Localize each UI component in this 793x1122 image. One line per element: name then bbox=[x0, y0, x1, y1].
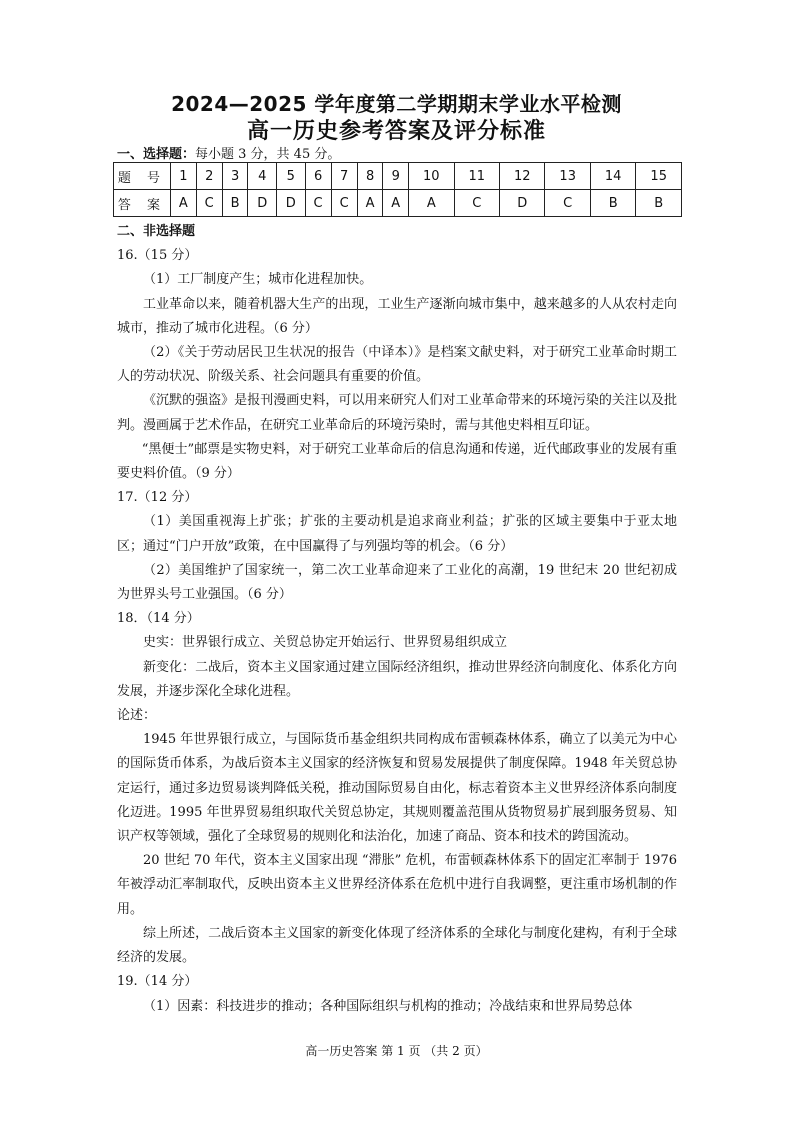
answer-paragraph: （1）美国重视海上扩张；扩张的主要动机是追求商业利益；扩张的区域主要集中于亚太地区；通过“门户开放”政策，在中国赢得了与列强均等的机会。（6 分） bbox=[117, 514, 677, 554]
answer-paragraph: （1）工厂制度产生；城市化进程加快。 bbox=[143, 272, 373, 288]
answer-letter: D bbox=[277, 190, 306, 217]
section-choice-heading bbox=[117, 143, 340, 162]
answer-table bbox=[113, 162, 682, 217]
answer-letter: A bbox=[409, 190, 454, 217]
question-number: 14 bbox=[590, 163, 635, 190]
answer-paragraph: 工业革命以来，随着机器大生产的出现，工业生产逐渐向城市集中，越来越多的人从农村走向城市，推动了城市化进程。（6 分） bbox=[117, 296, 677, 336]
question-number: 12 bbox=[500, 163, 545, 190]
answer-paragraph: （2）《关于劳动居民卫生状况的报告（中译本）》是档案文献史料，对于研究工业革命时期工人的劳动状况、阶级关系、社会问题具有重要的价值。 bbox=[117, 345, 677, 385]
question-number: 6 bbox=[305, 163, 331, 190]
section-choice-label: 一、选择题： bbox=[117, 147, 196, 162]
answer-letter: C bbox=[331, 190, 357, 217]
answer-letter: A bbox=[383, 190, 409, 217]
question-heading: 19.（14 分） bbox=[117, 974, 198, 990]
answer-paragraph: 综上所述，二战后资本主义国家的新变化体现了经济体系的全球化与制度化建构，有利于全球经济的发展。 bbox=[117, 925, 677, 966]
answer-paragraph: 《沉默的强盗》是报刊漫画史料，可以用来研究人们对工业革命带来的环境污染的关注以及批判。漫画属于艺术作品，在研究工业革命后的环境污染时，需与其他史料相互印证。 bbox=[117, 393, 677, 433]
answer-letter: A bbox=[357, 190, 383, 217]
answer-paragraph: （1）因素：科技进步的推动；各种国际组织与机构的推动；冷战结束和世界局势总体 bbox=[143, 998, 633, 1014]
question-number: 10 bbox=[409, 163, 454, 190]
section-non-choice-heading: 二、非选择题 bbox=[117, 224, 196, 239]
exam-title: 2024—2025 学年度第二学期期末学业水平检测 bbox=[171, 92, 622, 116]
question-heading: 18．（14 分） bbox=[117, 611, 200, 627]
answer-paragraph: （2）美国维护了国家统一，第二次工业革命迎来了工业化的高潮，19 世纪末 20 世纪初成为世界头号工业强国。（6 分） bbox=[117, 562, 677, 603]
answer-paragraphs bbox=[117, 244, 677, 1019]
answer-letter: D bbox=[500, 190, 545, 217]
question-number: 1 bbox=[171, 163, 197, 190]
answer-letter: C bbox=[545, 190, 590, 217]
question-number: 5 bbox=[277, 163, 306, 190]
answer-letter: D bbox=[248, 190, 277, 217]
answer-paragraph: 史实：世界银行成立、关贸总协定开始运行、世界贸易组织成立 bbox=[143, 635, 508, 651]
answer-letter: C bbox=[454, 190, 499, 217]
question-number: 9 bbox=[383, 163, 409, 190]
row-label-answer: 答 案 bbox=[114, 190, 171, 217]
question-number: 8 bbox=[357, 163, 383, 190]
question-number: 4 bbox=[248, 163, 277, 190]
question-number: 15 bbox=[636, 163, 682, 190]
question-heading: 论述： bbox=[117, 708, 157, 724]
answer-letter: A bbox=[171, 190, 197, 217]
answer-paragraph: 20 世纪 70 年代，资本主义国家出现 “滞胀” 危机，布雷顿森林体系下的固定汇率制于 1976 年被浮动汇率制取代，反映出资本主义世界经济体系在危机中进行自我调整，更注重市场机制的作用。 bbox=[117, 853, 677, 917]
question-number: 2 bbox=[196, 163, 222, 190]
question-number: 3 bbox=[222, 163, 248, 190]
section-non-choice bbox=[117, 220, 677, 1019]
answer-paragraph: “黑便士”邮票是实物史料，对于研究工业革命后的信息沟通和传递，近代邮政事业的发展有重要史料价值。（9 分） bbox=[117, 441, 677, 482]
answer-letter: B bbox=[590, 190, 635, 217]
answer-letter: B bbox=[222, 190, 248, 217]
answer-letter: C bbox=[196, 190, 222, 217]
answer-paragraph: 1945 年世界银行成立，与国际货币基金组织共同构成布雷顿森林体系，确立了以美元为中心的国际货币体系，为战后资本主义国家的经济恢复和贸易发展提供了制度保障。1948 年关贸总协定运行，通过多边贸易谈判降低关税，推动国际贸易自由化，标志着资本主义世界经济体系向制度化迈进。1995 年世界贸易组织取代关贸总协定，其规则覆盖范围从货物贸易扩展到服务贸易、知识产权等领域，强化了全球贸易的规则化和法治化，加速了商品、资本和技术的跨国流动。 bbox=[117, 732, 677, 845]
question-number: 13 bbox=[545, 163, 590, 190]
row-label-number: 题 号 bbox=[114, 163, 171, 190]
document-title: 高一历史参考答案及评分标准 bbox=[246, 119, 546, 144]
answer-letter: C bbox=[305, 190, 331, 217]
question-number: 11 bbox=[454, 163, 499, 190]
section-choice-note: 每小题 3 分，共 45 分。 bbox=[195, 147, 341, 162]
question-number: 7 bbox=[331, 163, 357, 190]
page-footer: 高一历史答案 第 1 页 （共 2 页） bbox=[305, 1044, 488, 1058]
answer-table-number-row bbox=[114, 163, 682, 190]
answer-table-answer-row bbox=[114, 190, 682, 217]
question-heading: 17.（12 分） bbox=[117, 490, 198, 506]
question-heading: 16.（15 分） bbox=[117, 248, 198, 264]
answer-paragraph: 新变化：二战后，资本主义国家通过建立国际经济组织，推动世界经济向制度化、体系化方向发展，并逐步深化全球化进程。 bbox=[117, 659, 677, 699]
answer-letter: B bbox=[636, 190, 682, 217]
